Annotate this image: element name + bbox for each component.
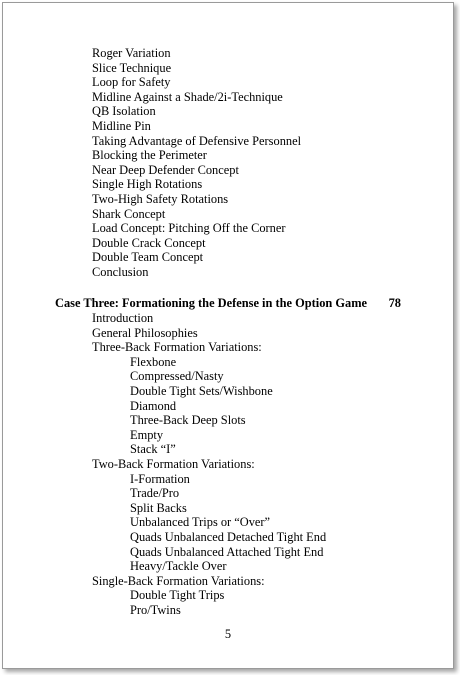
toc-entry: Single-Back Formation Variations: [92,573,265,588]
case-three-heading [55,296,401,310]
toc-entry: Shark Concept [92,206,166,221]
toc-subentry: Unbalanced Trips or “Over” [130,515,271,530]
toc-entry: Near Deep Defender Concept [92,162,239,177]
toc-subentry: Double Tight Trips [130,588,225,603]
toc-subentry: Quads Unbalanced Detached Tight End [130,530,327,544]
toc-entry: Introduction [92,311,154,325]
toc-entry: Slice Technique [92,60,172,75]
document-page [2,2,454,669]
toc-entry: Blocking the Perimeter [92,148,207,163]
toc-entry: General Philosophies [92,325,198,340]
toc-entry: Taking Advantage of Defensive Personnel [92,133,302,148]
toc-entry: Double Team Concept [92,250,204,265]
toc-entry: Two-High Safety Rotations [92,192,229,206]
toc-subentry: Quads Unbalanced Attached Tight End [130,544,324,559]
page-number: 5 [224,627,232,641]
toc-subentry: Flexbone [130,354,177,369]
toc-entry: Load Concept: Pitching Off the Corner [92,221,286,236]
toc-entry: Conclusion [92,265,149,279]
toc-entry: Three-Back Formation Variations: [92,340,262,355]
toc-subentry: Trade/Pro [130,486,180,501]
toc-entry: Double Crack Concept [92,235,206,250]
toc-subentry: Compressed/Nasty [130,369,224,384]
toc-subentry: I-Formation [130,471,190,486]
toc-subentry: Pro/Twins [130,603,181,617]
toc-entry: QB Isolation [92,104,156,119]
toc-subentry: Double Tight Sets/Wishbone [130,384,273,398]
toc-subentry: Stack “I” [130,442,176,457]
toc-entry: Midline Pin [92,119,151,133]
toc-subentry: Heavy/Tackle Over [130,559,227,574]
case-three-page-number: 78 [388,296,401,310]
toc-entry: Two-Back Formation Variations: [92,457,255,471]
toc-entry: Single High Rotations [92,177,203,192]
case-three-title: Case Three: Formationing the Defense in the Option Game [55,296,368,310]
toc-entry: Midline Against a Shade/2i-Technique [92,89,283,104]
toc-entry: Roger Variation [92,46,171,60]
toc-subentry: Diamond [130,398,177,413]
toc-subentry: Split Backs [130,500,187,515]
toc-subentry: Three-Back Deep Slots [130,413,246,428]
toc-entry: Loop for Safety [92,75,171,90]
toc-subentry: Empty [130,427,164,442]
